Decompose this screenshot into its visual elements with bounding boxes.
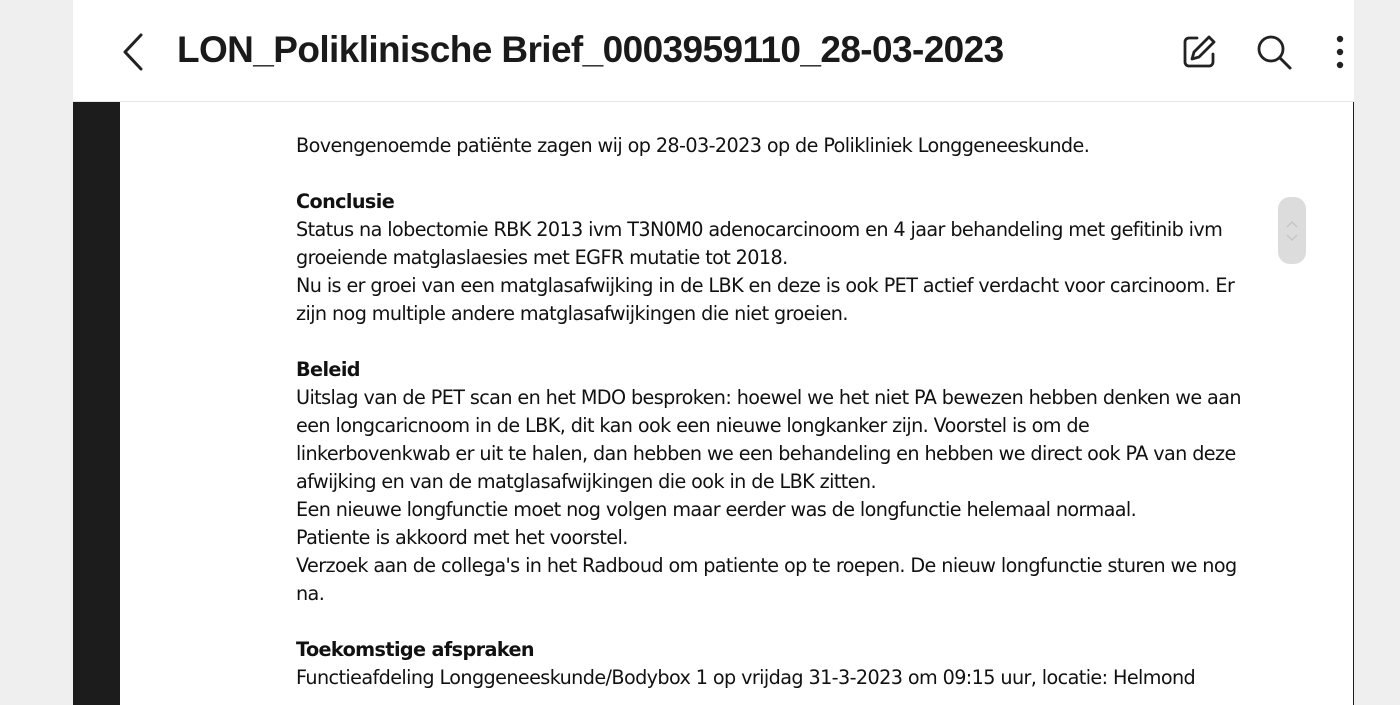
beleid-line: Verzoek aan de collega's in het Radboud om patiente op te roepen. De nieuw longfunctie sturen we nog — [296, 554, 1237, 577]
chevron-up-icon — [1286, 221, 1298, 228]
afspraken-line: Functieafdeling Longgeneeskunde/Bodybox 1 op vrijdag 31-3-2023 om 09:15 uur, locatie: Helmond — [296, 666, 1196, 689]
beleid-line: een longcaricnoom in de LBK, dit kan ook een nieuwe longkanker zijn. Voorstel is om de — [296, 414, 1090, 437]
search-button[interactable] — [1250, 28, 1298, 76]
back-button[interactable] — [111, 28, 155, 76]
search-icon — [1255, 33, 1293, 71]
beleid-line: afwijking en van de matglasafwijkingen die ook in de LBK zitten. — [296, 470, 876, 493]
document-page[interactable] — [120, 102, 1353, 705]
edit-icon — [1180, 33, 1218, 71]
section-heading-conclusie: Conclusie — [296, 190, 395, 213]
beleid-line: linkerbovenkwab er uit te halen, dan hebben we een behandeling en hebben we direct ook PA van deze — [296, 442, 1236, 465]
top-toolbar — [73, 0, 1354, 102]
beleid-line: Een nieuwe longfunctie moet nog volgen maar eerder was de longfunctie helemaal normaal. — [296, 498, 1137, 521]
intro-line: Bovengenoemde patiënte zagen wij op 28-03-2023 op de Polikliniek Longgeneeskunde. — [296, 134, 1090, 157]
section-heading-beleid: Beleid — [296, 358, 360, 381]
chevron-left-icon — [121, 32, 145, 72]
section-heading-afspraken: Toekomstige afspraken — [296, 638, 534, 661]
fast-scroll-handle[interactable] — [1278, 197, 1306, 264]
conclusie-line: Nu is er groei van een matglasafwijking in de LBK en deze is ook PET actief verdacht voor carcinoom. Er — [296, 274, 1235, 297]
beleid-line: na. — [296, 582, 325, 605]
pdf-viewer — [73, 0, 1354, 705]
more-options-button[interactable] — [1316, 28, 1354, 76]
more-vertical-icon — [1335, 34, 1345, 70]
beleid-line: Patiente is akkoord met het voorstel. — [296, 526, 628, 549]
conclusie-line: zijn nog multiple andere matglasafwijkingen die niet groeien. — [296, 302, 848, 325]
letter-body — [296, 132, 1296, 692]
conclusie-line: Status na lobectomie RBK 2013 ivm T3N0M0 adenocarcinoom en 4 jaar behandeling met gefitinib ivm — [296, 218, 1223, 241]
edit-button[interactable] — [1175, 28, 1223, 76]
chevron-down-icon — [1286, 234, 1298, 241]
document-title: LON_Poliklinische Brief_0003959110_28-03-2023 — [177, 29, 1004, 70]
conclusie-line: groeiende matglaslaesies met EGFR mutatie tot 2018. — [296, 246, 788, 269]
beleid-line: Uitslag van de PET scan en het MDO besproken: hoewel we het niet PA bewezen hebben denken we aan — [296, 386, 1241, 409]
